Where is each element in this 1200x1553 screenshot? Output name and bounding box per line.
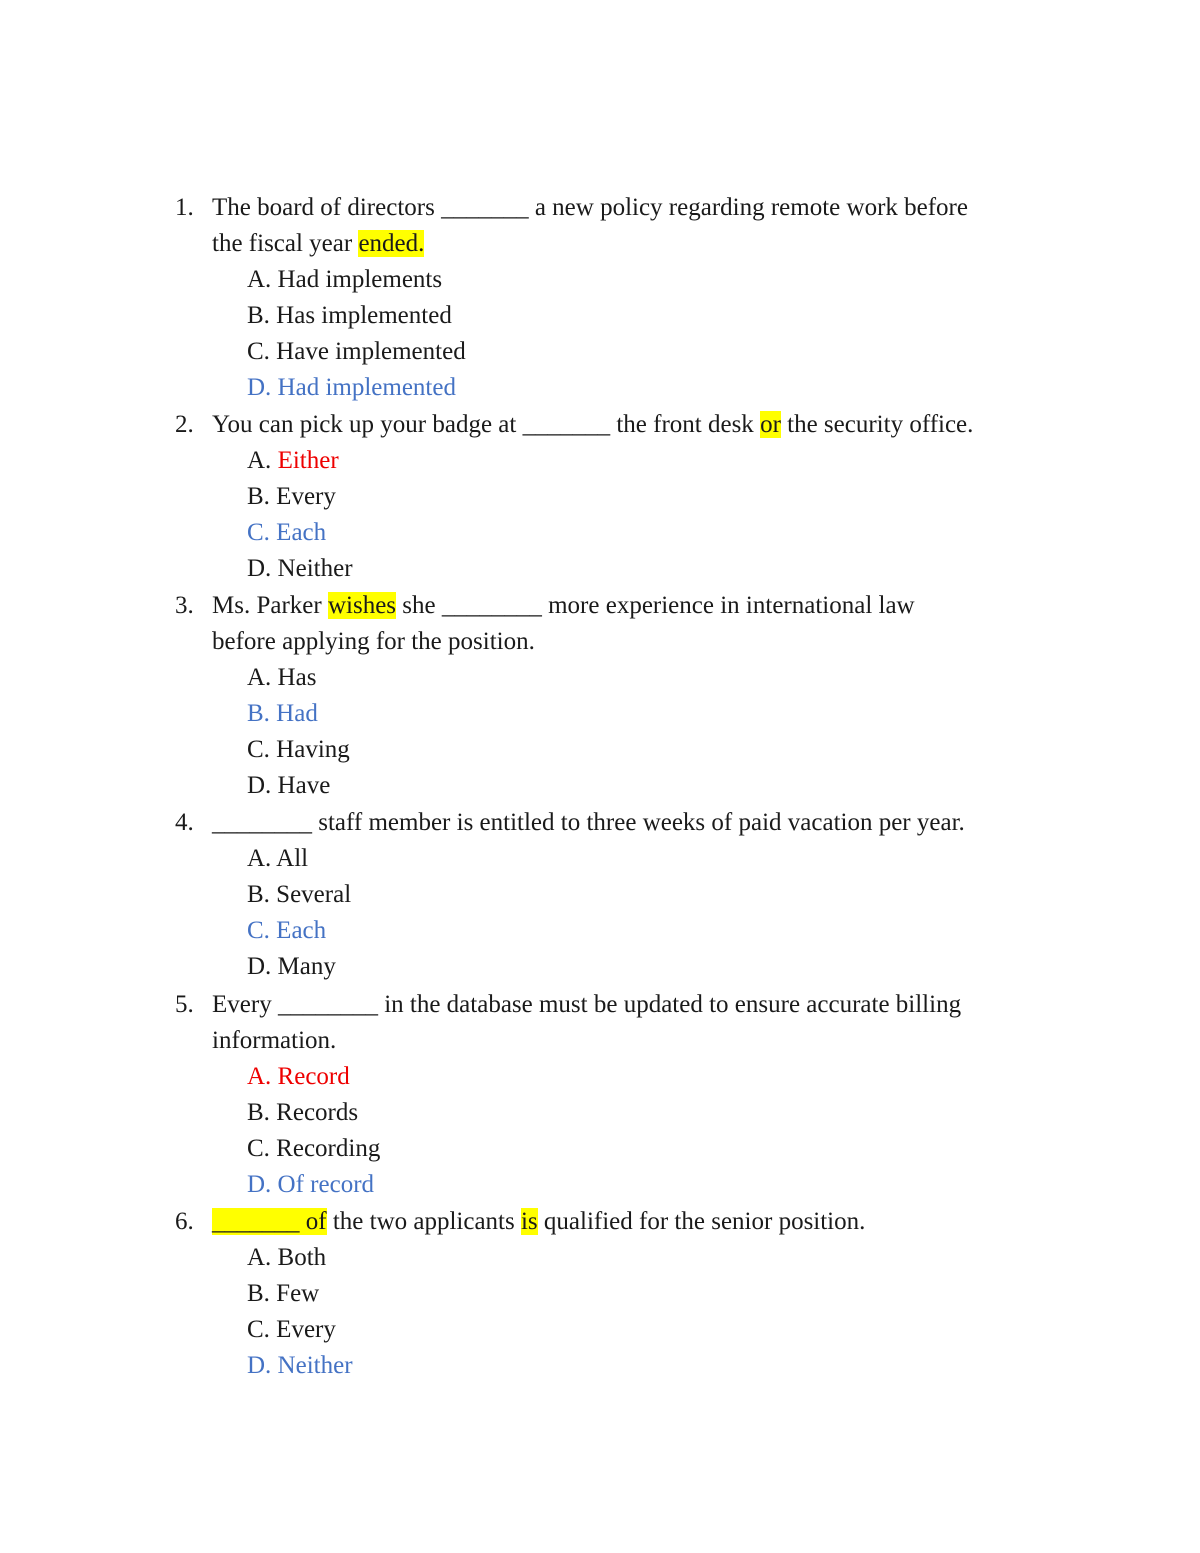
question-text-line-1: The board of directors _______ a new policy regarding remote work before bbox=[212, 194, 968, 221]
option-b: B. Has implemented bbox=[247, 302, 452, 329]
option-a: A. All bbox=[247, 845, 309, 872]
highlighted-word: wishes bbox=[327, 592, 397, 619]
question-text-line-1: ________ staff member is entitled to three weeks of paid vacation per year. bbox=[212, 809, 965, 836]
option-a: A. Both bbox=[247, 1244, 327, 1271]
question-number: 1. bbox=[175, 194, 194, 221]
question-text-line-2: the fiscal year ended. bbox=[212, 230, 425, 257]
question-number: 4. bbox=[175, 809, 194, 836]
option-b: B. Records bbox=[247, 1099, 359, 1126]
option-b-answer: B. Had bbox=[247, 700, 318, 727]
option-a-marked-wrong: A. Record bbox=[247, 1063, 350, 1090]
option-c: C. Recording bbox=[247, 1135, 381, 1162]
option-c-answer: C. Each bbox=[247, 519, 327, 546]
question-number: 6. bbox=[175, 1208, 194, 1235]
question-number: 3. bbox=[175, 592, 194, 619]
option-d: D. Neither bbox=[247, 555, 353, 582]
question-text-line-1: Every ________ in the database must be updated to ensure accurate billing bbox=[212, 991, 962, 1018]
question-text-line-1: Ms. Parker wishes she ________ more experience in international law bbox=[212, 592, 915, 619]
option-d: D. Have bbox=[247, 772, 331, 799]
option-d-answer: D. Of record bbox=[247, 1171, 375, 1198]
option-d-answer: D. Had implemented bbox=[247, 374, 456, 401]
highlighted-word: ended. bbox=[358, 230, 425, 257]
question-text-line-1: You can pick up your badge at _______ the front desk or the security office. bbox=[212, 411, 974, 438]
question-text-line-1: _______ of the two applicants is qualified for the senior position. bbox=[212, 1208, 866, 1235]
highlighted-word: or bbox=[760, 411, 781, 438]
highlighted-word: _______ of bbox=[212, 1208, 327, 1235]
option-b: B. Several bbox=[247, 881, 352, 908]
question-text-line-2: information. bbox=[212, 1027, 337, 1054]
option-b: B. Every bbox=[247, 483, 336, 510]
option-d: D. Many bbox=[247, 953, 336, 980]
question-text-line-2: before applying for the position. bbox=[212, 628, 535, 655]
option-a: A. Had implements bbox=[247, 266, 443, 293]
option-d-answer: D. Neither bbox=[247, 1352, 353, 1379]
question-number: 2. bbox=[175, 411, 194, 438]
option-c: C. Having bbox=[247, 736, 350, 763]
option-a: A. Either bbox=[247, 447, 339, 474]
highlighted-word: is bbox=[520, 1208, 538, 1235]
option-c: C. Have implemented bbox=[247, 338, 466, 365]
option-b: B. Few bbox=[247, 1280, 320, 1307]
option-a-marked-wrong: Either bbox=[277, 447, 339, 474]
option-c: C. Every bbox=[247, 1316, 336, 1343]
option-c-answer: C. Each bbox=[247, 917, 327, 944]
option-a: A. Has bbox=[247, 664, 317, 691]
question-number: 5. bbox=[175, 991, 194, 1018]
